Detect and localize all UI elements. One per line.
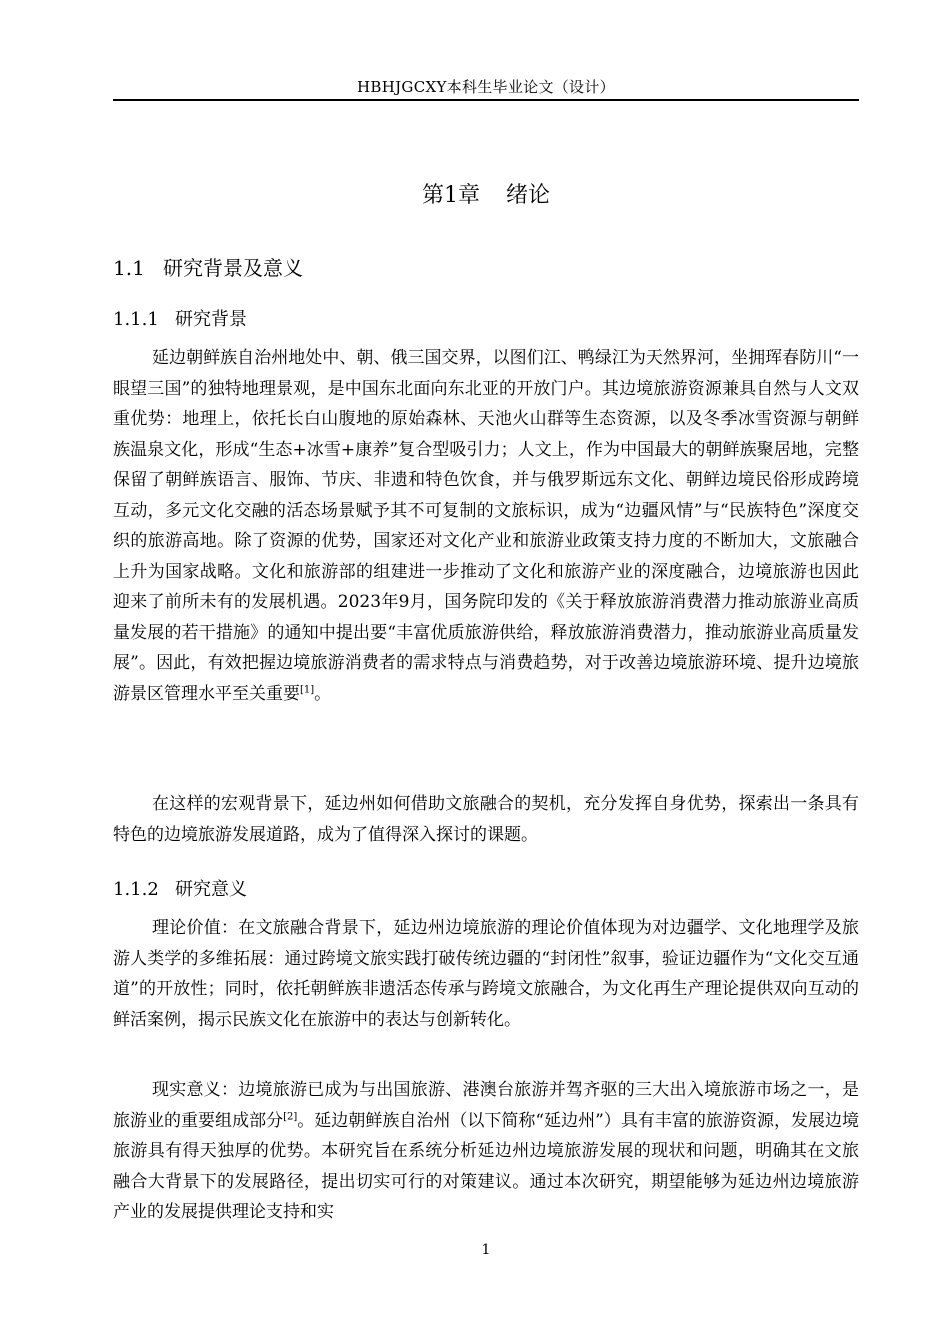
section-title: 研究背景及意义 xyxy=(163,256,303,280)
section-heading-1-1-2 xyxy=(113,875,247,901)
citation-ref: [2] xyxy=(283,1110,298,1122)
page-number: 1 xyxy=(481,1242,491,1258)
chapter-name: 绪论 xyxy=(505,183,550,208)
paragraph-text-end: 。 xyxy=(314,683,332,704)
chapter-title xyxy=(113,178,859,209)
paragraph-background-2: 在这样的宏观背景下，延边州如何借助文旅融合的契机，充分发挥自身优势，探索出一条具有特色的边境旅游发展道路，成为了值得深入探讨的课题。 xyxy=(113,794,859,845)
paragraph-text-end: 。延边朝鲜族自治州（以下简称“延边州”）具有丰富的旅游资源，发展边境旅游具有得天独厚的优势。本研究旨在系统分析延边州边境旅游发展的现状和问题，明确其在文旅融合大背景下的发展路径，提出切实可行的对策建议。通过本次研究，期望能够为延边州边境旅游产业的发展提供理论支持和实 xyxy=(113,1110,859,1222)
paragraph-text: 延边朝鲜族自治州地处中、朝、俄三国交界，以图们江、鸭绿江为天然界河，坐拥珲春防川“一眼望三国”的独特地理景观，是中国东北面向东北亚的开放门户。其边境旅游资源兼具自然与人文双重优势：地理上，依托长白山腹地的原始森林、天池火山群等生态资源，以及冬季冰雪资源与朝鲜族温泉文化，形成“生态+冰雪+康养”复合型吸引力；人文上，作为中国最大的朝鲜族聚居地，完整保留了朝鲜族语言、服饰、节庆、非遗和特色饮食，并与俄罗斯远东文化、朝鲜边境民俗形成跨境互动，多元文化交融的活态场景赋予其不可复制的文旅标识，成为“边疆风情”与“民族特色”深度交织的旅游高地。除了资源的优势，国家还对文化产业和旅游业政策支持力度的不断加大，文旅融合上升为国家战略。文化和旅游部的组建进一步推动了文化和旅游产业的深度融合，边境旅游也因此迎来了前所未有的发展机遇。2023年9月，国务院印发的《关于释放旅游消费潜力推动旅游业高质量发展的若干措施》的通知中提出要“丰富优质旅游供给，释放旅游消费潜力，推动旅游业高质量发展”。因此，有效把握边境旅游消费者的需求特点与消费趋势，对于改善边境旅游环境、提升边境旅游景区管理水平至关重要 xyxy=(113,348,859,704)
chapter-number: 第1章 xyxy=(421,183,480,208)
section-number: 1.1.2 xyxy=(113,879,159,900)
paragraph-practical-significance xyxy=(113,1075,859,1228)
paragraph-theoretical-value: 理论价值：在文旅融合背景下，延边州边境旅游的理论价值体现为对边疆学、文化地理学及旅游人类学的多维拓展：通过跨境文旅实践打破传统边疆的“封闭性”叙事，验证边疆作为“文化交互通道”的开放性；同时，依托朝鲜族非遗活态传承与跨境文旅融合，为文化再生产理论提供双向互动的鲜活案例，揭示民族文化在旅游中的表达与创新转化。 xyxy=(113,918,859,1030)
citation-ref: [1] xyxy=(300,683,315,695)
page-header: HBHJGCXY本科生毕业论文（设计） xyxy=(357,78,615,96)
section-title: 研究背景 xyxy=(175,309,247,330)
section-number: 1.1.1 xyxy=(113,309,159,330)
paragraph-background-1 xyxy=(113,343,859,709)
section-heading-1-1 xyxy=(113,252,303,281)
section-heading-1-1-1 xyxy=(113,305,247,331)
section-title: 研究意义 xyxy=(175,879,247,900)
header-rule xyxy=(113,99,859,101)
section-number: 1.1 xyxy=(113,256,145,280)
paragraph-text: 现实意义：边境旅游已成为与出国旅游、港澳台旅游并驾齐驱的三大出入境旅游市场之一，是旅游业的重要组成部分 xyxy=(113,1080,859,1131)
